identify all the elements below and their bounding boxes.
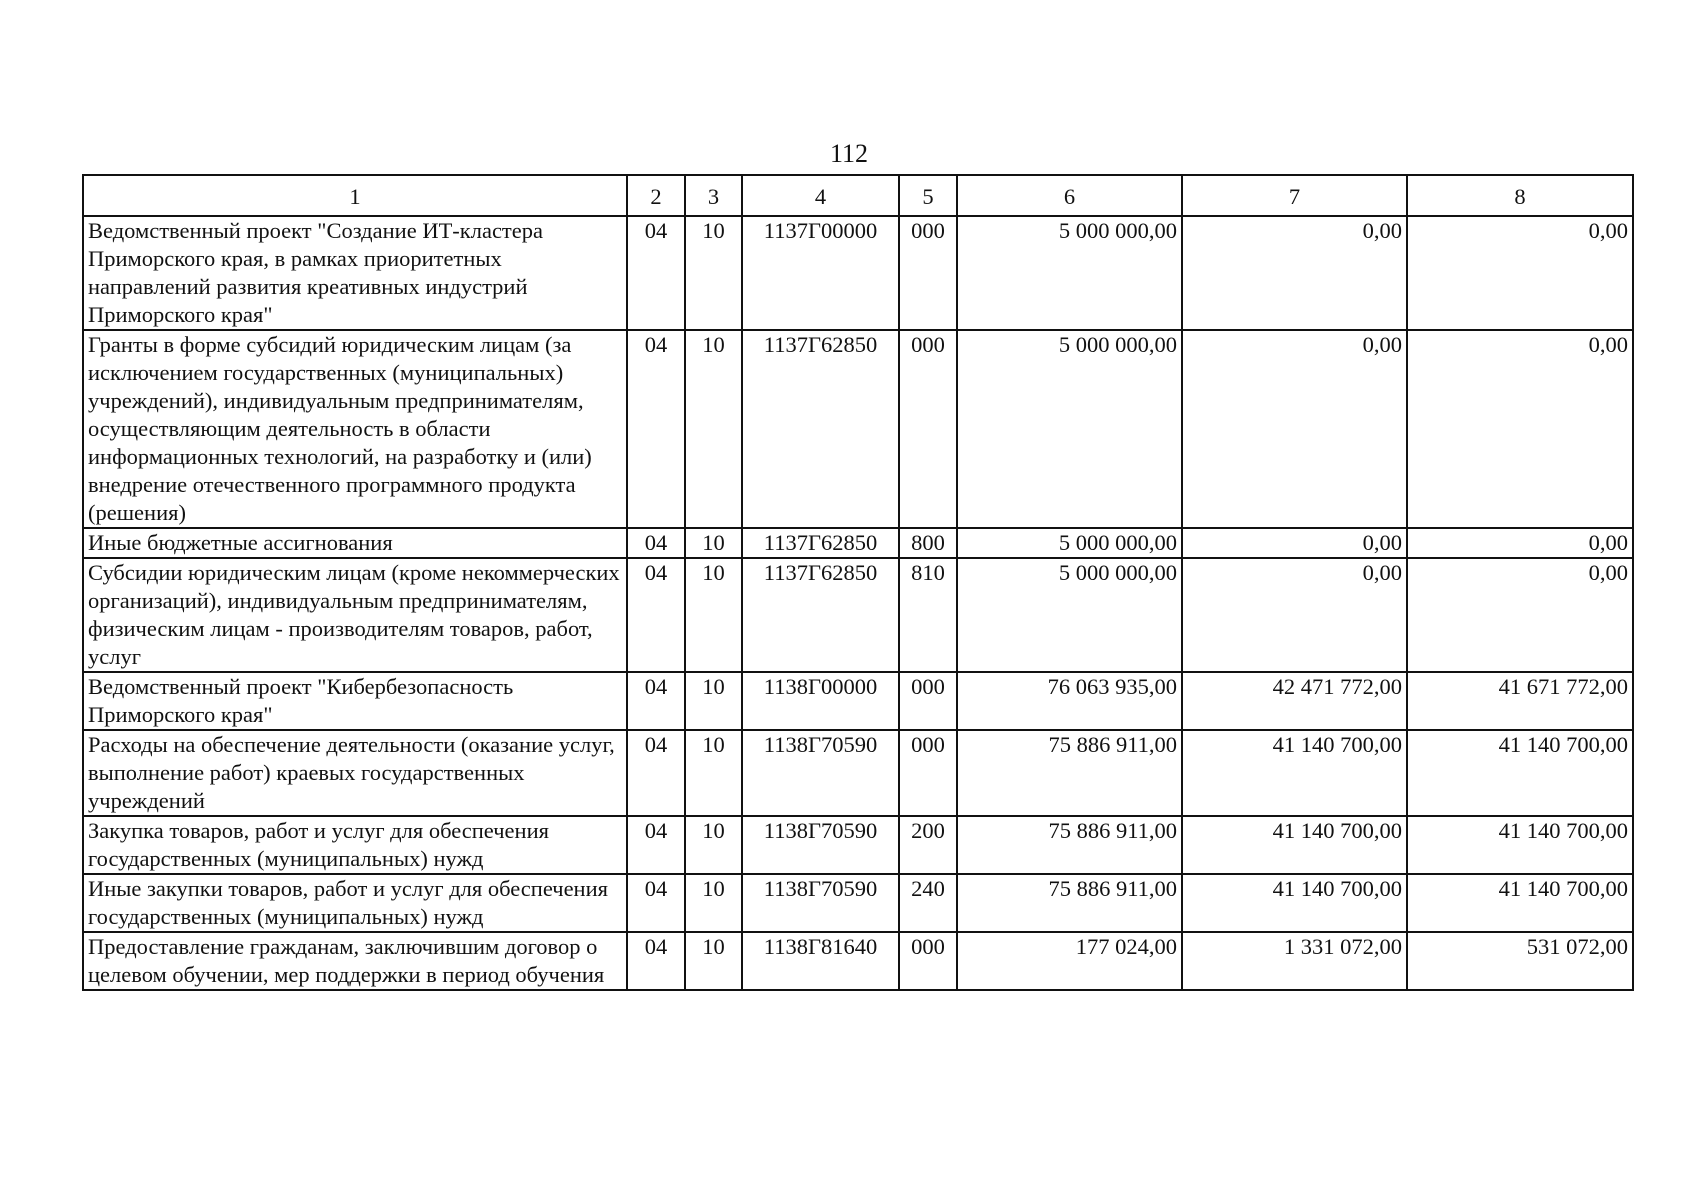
row-subsection: 10 [685, 330, 742, 528]
table-row [83, 730, 1633, 816]
row-amount-6: 75 886 911,00 [957, 730, 1182, 816]
row-name: Иные бюджетные ассигнования [83, 528, 627, 558]
row-amount-7: 41 140 700,00 [1182, 730, 1407, 816]
row-name: Иные закупки товаров, работ и услуг для обеспечения государственных (муниципальных) нужд [83, 874, 627, 932]
table-row [83, 216, 1633, 330]
row-name: Расходы на обеспечение деятельности (оказание услуг, выполнение работ) краевых государственных учреждений [83, 730, 627, 816]
row-name: Гранты в форме субсидий юридическим лицам (за исключением государственных (муниципальных) учреждений), индивидуальным предпринимателям, осуществляющим деятельность в области информационных технологий, на разработку и (или) внедрение отечественного программного продукта (решения) [83, 330, 627, 528]
row-amount-6: 5 000 000,00 [957, 528, 1182, 558]
row-section: 04 [627, 932, 685, 990]
row-expense-type: 800 [899, 528, 957, 558]
row-expense-type: 810 [899, 558, 957, 672]
row-amount-7: 0,00 [1182, 216, 1407, 330]
row-amount-6: 5 000 000,00 [957, 330, 1182, 528]
row-name: Ведомственный проект "Создание ИТ-кластера Приморского края, в рамках приоритетных направлений развития креативных индустрий Приморского края" [83, 216, 627, 330]
row-amount-7: 0,00 [1182, 528, 1407, 558]
row-name: Закупка товаров, работ и услуг для обеспечения государственных (муниципальных) нужд [83, 816, 627, 874]
table-row [83, 816, 1633, 874]
row-section: 04 [627, 558, 685, 672]
row-target-code: 1138Г00000 [742, 672, 899, 730]
row-target-code: 1137Г62850 [742, 528, 899, 558]
page-number: 112 [829, 139, 869, 168]
row-amount-6: 75 886 911,00 [957, 874, 1182, 932]
header-cell-4: 4 [742, 175, 899, 216]
row-expense-type: 000 [899, 932, 957, 990]
row-amount-8: 531 072,00 [1407, 932, 1633, 990]
row-target-code: 1138Г70590 [742, 874, 899, 932]
table-row [83, 528, 1633, 558]
row-subsection: 10 [685, 672, 742, 730]
row-section: 04 [627, 528, 685, 558]
row-amount-7: 0,00 [1182, 558, 1407, 672]
header-cell-1: 1 [83, 175, 627, 216]
row-target-code: 1138Г70590 [742, 730, 899, 816]
table-row [83, 330, 1633, 528]
row-amount-8: 0,00 [1407, 558, 1633, 672]
row-amount-6: 5 000 000,00 [957, 558, 1182, 672]
row-target-code: 1137Г62850 [742, 558, 899, 672]
header-cell-7: 7 [1182, 175, 1407, 216]
table-row [83, 558, 1633, 672]
budget-table [82, 174, 1634, 991]
header-cell-2: 2 [627, 175, 685, 216]
row-amount-7: 41 140 700,00 [1182, 816, 1407, 874]
row-subsection: 10 [685, 932, 742, 990]
row-target-code: 1137Г62850 [742, 330, 899, 528]
row-target-code: 1138Г70590 [742, 816, 899, 874]
row-amount-8: 41 140 700,00 [1407, 874, 1633, 932]
row-subsection: 10 [685, 528, 742, 558]
row-target-code: 1137Г00000 [742, 216, 899, 330]
row-section: 04 [627, 330, 685, 528]
row-amount-7: 42 471 772,00 [1182, 672, 1407, 730]
row-name: Ведомственный проект "Кибербезопасность Приморского края" [83, 672, 627, 730]
row-name: Предоставление гражданам, заключившим договор о целевом обучении, мер поддержки в период обучения [83, 932, 627, 990]
row-expense-type: 000 [899, 216, 957, 330]
header-cell-5: 5 [899, 175, 957, 216]
row-expense-type: 200 [899, 816, 957, 874]
row-amount-6: 5 000 000,00 [957, 216, 1182, 330]
row-amount-8: 41 671 772,00 [1407, 672, 1633, 730]
row-expense-type: 000 [899, 330, 957, 528]
row-amount-7: 0,00 [1182, 330, 1407, 528]
row-amount-6: 75 886 911,00 [957, 816, 1182, 874]
header-cell-3: 3 [685, 175, 742, 216]
row-subsection: 10 [685, 216, 742, 330]
row-section: 04 [627, 874, 685, 932]
row-subsection: 10 [685, 558, 742, 672]
row-target-code: 1138Г81640 [742, 932, 899, 990]
row-amount-7: 1 331 072,00 [1182, 932, 1407, 990]
row-expense-type: 000 [899, 730, 957, 816]
row-amount-8: 41 140 700,00 [1407, 816, 1633, 874]
row-section: 04 [627, 816, 685, 874]
table-row [83, 874, 1633, 932]
row-amount-7: 41 140 700,00 [1182, 874, 1407, 932]
table-row [83, 932, 1633, 990]
row-expense-type: 240 [899, 874, 957, 932]
row-subsection: 10 [685, 874, 742, 932]
row-section: 04 [627, 216, 685, 330]
row-amount-8: 41 140 700,00 [1407, 730, 1633, 816]
table-row [83, 672, 1633, 730]
row-subsection: 10 [685, 730, 742, 816]
row-section: 04 [627, 730, 685, 816]
row-name: Субсидии юридическим лицам (кроме некоммерческих организаций), индивидуальным предпринимателям, физическим лицам - производителям товаров, работ, услуг [83, 558, 627, 672]
row-amount-8: 0,00 [1407, 528, 1633, 558]
header-cell-6: 6 [957, 175, 1182, 216]
header-cell-8: 8 [1407, 175, 1633, 216]
row-amount-6: 76 063 935,00 [957, 672, 1182, 730]
row-amount-6: 177 024,00 [957, 932, 1182, 990]
row-amount-8: 0,00 [1407, 216, 1633, 330]
row-expense-type: 000 [899, 672, 957, 730]
row-amount-8: 0,00 [1407, 330, 1633, 528]
row-section: 04 [627, 672, 685, 730]
row-subsection: 10 [685, 816, 742, 874]
header-row [83, 175, 1633, 216]
